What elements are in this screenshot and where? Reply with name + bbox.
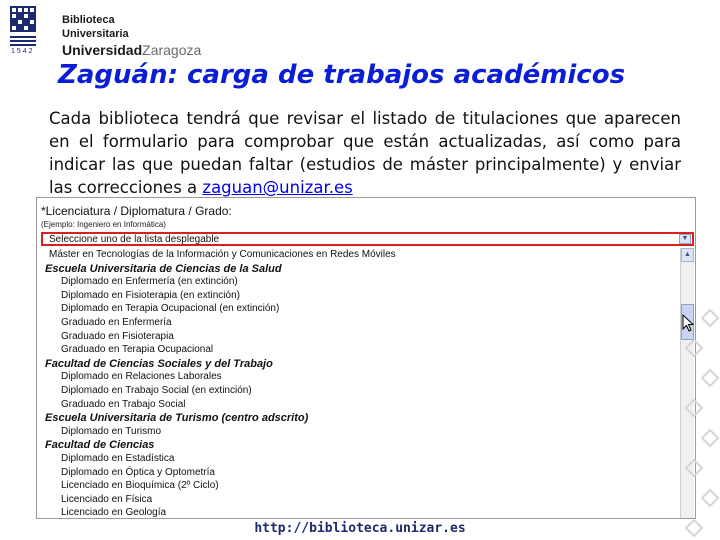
degree-option[interactable]: Graduado en Fisioterapia xyxy=(61,330,174,342)
chevron-down-icon[interactable]: ▼ xyxy=(679,234,691,244)
page-title: Zaguán: carga de trabajos académicos xyxy=(58,60,626,90)
footer-url: http://biblioteca.unizar.es xyxy=(254,521,466,536)
form-screenshot xyxy=(36,197,696,519)
instructions-paragraph xyxy=(49,107,681,199)
degree-option[interactable]: Graduado en Trabajo Social xyxy=(61,398,186,410)
logo-year: 1542 xyxy=(11,48,35,55)
decorative-pattern xyxy=(680,300,720,540)
degree-option[interactable]: Máster en Tecnologías de la Información y Comunicaciones en Redes Móviles xyxy=(49,249,396,260)
degree-option[interactable]: Graduado en Terapia Ocupacional xyxy=(61,344,214,356)
instructions-text: Cada biblioteca tendrá que revisar el listado de titulaciones que aparecen en el formulario para comprobar que están actualizadas, así como para indicar las que puedan faltar (estudios de máster principalmente) y enviar las correcciones a xyxy=(49,109,681,197)
degree-field-hint: (Ejemplo: Ingeniero en Informática) xyxy=(41,220,166,229)
degree-option[interactable]: Licenciado en Física xyxy=(61,493,153,505)
degree-option[interactable]: Diplomado en Fisioterapia (en extinción) xyxy=(61,289,240,301)
logo-line-biblioteca: Biblioteca xyxy=(62,14,115,26)
logo-line-universitaria: Universitaria xyxy=(62,28,129,40)
email-link[interactable]: zaguan@unizar.es xyxy=(202,178,353,197)
degree-option[interactable]: Diplomado en Estadística xyxy=(61,453,175,464)
degree-option[interactable]: Licenciado en Geología xyxy=(61,507,167,519)
degree-field-label: *Licenciatura / Diplomatura / Grado: xyxy=(41,204,232,218)
degree-option[interactable]: Graduado en Enfermería xyxy=(61,317,172,328)
university-logo xyxy=(4,4,202,60)
degree-option[interactable]: Diplomado en Terapia Ocupacional (en extinción) xyxy=(61,303,280,315)
degree-select-value: Seleccione uno de la lista desplegable xyxy=(49,234,220,245)
chevron-up-icon[interactable]: ▲ xyxy=(681,248,694,262)
logo-city-word: Zaragoza xyxy=(142,42,202,58)
option-group-header: Escuela Universitaria de Ciencias de la Salud xyxy=(45,262,282,275)
logo-university-word: Universidad xyxy=(62,42,143,58)
degree-option[interactable]: Diplomado en Trabajo Social (en extinción) xyxy=(61,385,252,396)
degree-option[interactable]: Diplomado en Turismo xyxy=(61,425,162,437)
degree-option[interactable]: Diplomado en Enfermería (en extinción) xyxy=(61,276,238,288)
option-group-header: Escuela Universitaria de Turismo (centro adscrito) xyxy=(45,412,309,425)
degree-option[interactable]: Diplomado en Relaciones Laborales xyxy=(61,371,222,383)
logo-line-university xyxy=(62,42,201,58)
degree-option[interactable]: Diplomado en Óptica y Optometría xyxy=(61,466,215,478)
option-group-header: Facultad de Ciencias Sociales y del Trabajo xyxy=(45,357,273,370)
degree-options-list[interactable] xyxy=(41,248,680,519)
degree-option[interactable]: Licenciado en Bioquímica (2º Ciclo) xyxy=(61,480,219,492)
degree-select[interactable] xyxy=(41,232,694,246)
option-group-header: Facultad de Ciencias xyxy=(45,439,155,452)
